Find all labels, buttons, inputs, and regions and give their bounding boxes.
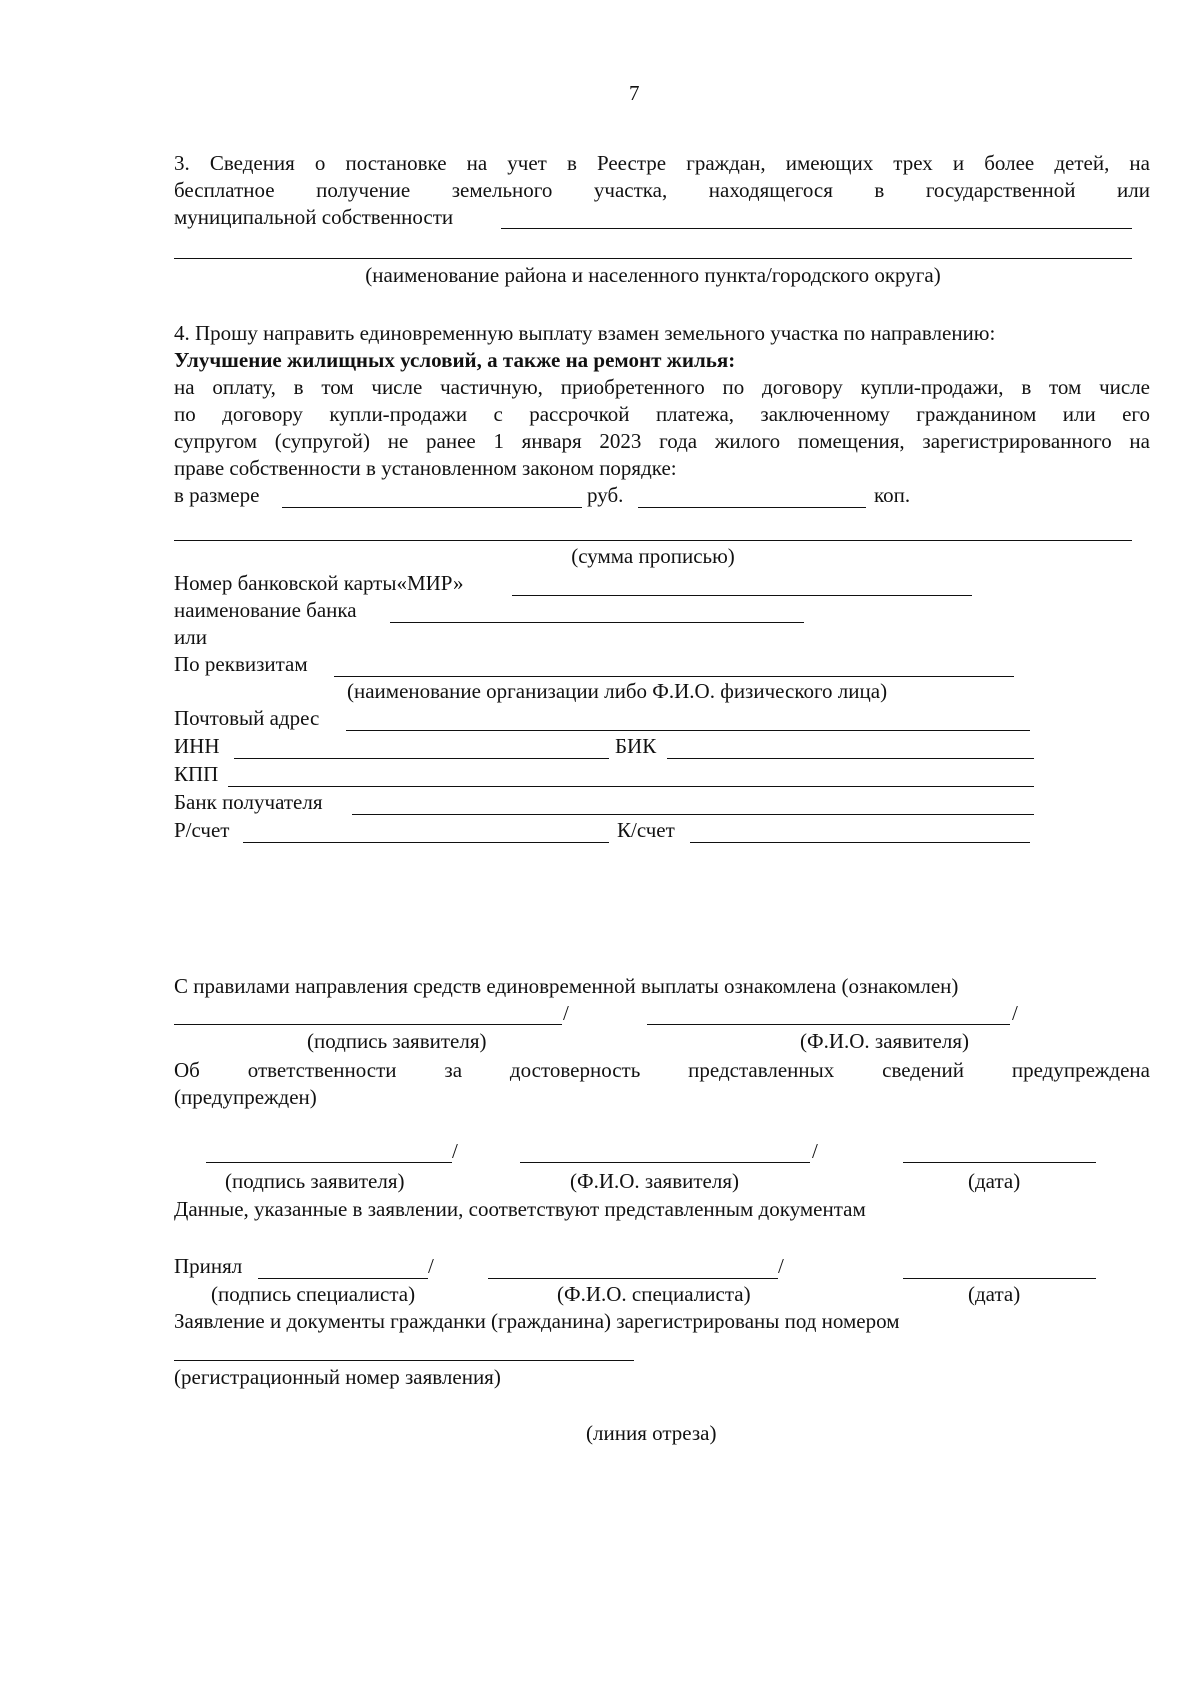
amount-rub-field[interactable] xyxy=(282,507,582,508)
specialist-sign-caption: (подпись специалиста) xyxy=(211,1282,416,1306)
district-locality-field[interactable] xyxy=(174,258,1132,259)
postal-address-label: Почтовый адрес xyxy=(174,706,320,730)
section3-line1: 3. Сведения о постановке на учет в Реестре граждан, имеющих трех и более детей, на xyxy=(174,151,1150,175)
registration-text: Заявление и документы гражданки (гражданина) зарегистрированы под номером xyxy=(174,1309,900,1333)
registration-number-field[interactable] xyxy=(174,1360,634,1361)
municipal-property-field[interactable] xyxy=(501,228,1132,229)
or-label: или xyxy=(174,625,207,649)
requisites-caption: (наименование организации либо Ф.И.О. физического лица) xyxy=(347,679,888,703)
accepted-slash-1: / xyxy=(428,1254,434,1278)
section3-line3: муниципальной собственности xyxy=(174,205,454,229)
ack-slash-2: / xyxy=(1012,1001,1018,1025)
corr-account-field[interactable] xyxy=(690,842,1030,843)
accepted-date-field[interactable] xyxy=(903,1278,1096,1279)
amount-in-words-caption: (сумма прописью) xyxy=(571,544,735,568)
section4-p2: по договору купли-продажи с рассрочкой платежа, заключенному гражданином или его xyxy=(174,402,1150,426)
ack-text: С правилами направления средств единовременной выплаты ознакомлена (ознакомлен) xyxy=(174,974,959,998)
kop-label: коп. xyxy=(874,483,911,507)
specialist-name-caption: (Ф.И.О. специалиста) xyxy=(557,1282,751,1306)
resp-sign-caption: (подпись заявителя) xyxy=(225,1169,405,1193)
resp-slash-2: / xyxy=(812,1139,818,1163)
resp-name-field[interactable] xyxy=(520,1162,810,1163)
amount-kop-field[interactable] xyxy=(638,507,866,508)
inn-label: ИНН xyxy=(174,734,220,758)
kpp-field[interactable] xyxy=(228,786,1034,787)
ack-signature-field[interactable] xyxy=(174,1024,562,1025)
section4-p1: на оплату, в том числе частичную, приобретенного по договору купли-продажи, в том числе xyxy=(174,375,1150,399)
ack-name-caption: (Ф.И.О. заявителя) xyxy=(800,1029,969,1053)
card-number-label: Номер банковской карты«МИР» xyxy=(174,571,464,595)
amount-label: в размере xyxy=(174,483,260,507)
responsibility-line1: Об ответственности за достоверность представленных сведений предупреждена xyxy=(174,1058,1150,1082)
specialist-name-field[interactable] xyxy=(488,1278,778,1279)
matching-text: Данные, указанные в заявлении, соответствуют представленным документам xyxy=(174,1197,866,1221)
specialist-signature-field[interactable] xyxy=(258,1278,428,1279)
section4-p3: супругом (супругой) не ранее 1 января 2023 года жилого помещения, зарегистрированного на xyxy=(174,429,1150,453)
postal-address-field[interactable] xyxy=(346,730,1030,731)
bank-name-field[interactable] xyxy=(390,622,804,623)
bik-label: БИК xyxy=(615,734,657,758)
accepted-date-caption: (дата) xyxy=(968,1282,1021,1306)
registration-caption: (регистрационный номер заявления) xyxy=(174,1365,501,1389)
district-locality-caption: (наименование района и населенного пункта/городского округа) xyxy=(365,263,941,287)
amount-in-words-field[interactable] xyxy=(174,540,1132,541)
resp-name-caption: (Ф.И.О. заявителя) xyxy=(570,1169,739,1193)
resp-slash-1: / xyxy=(452,1139,458,1163)
resp-date-field[interactable] xyxy=(903,1162,1096,1163)
resp-date-caption: (дата) xyxy=(968,1169,1021,1193)
section4-line1: 4. Прошу направить единовременную выплату взамен земельного участка по направлению: xyxy=(174,321,996,345)
kpp-label: КПП xyxy=(174,762,219,786)
responsibility-line2: (предупрежден) xyxy=(174,1085,317,1109)
section4-p4: праве собственности в установленном законом порядке: xyxy=(174,456,677,480)
recipient-bank-label: Банк получателя xyxy=(174,790,323,814)
corr-account-label: К/счет xyxy=(617,818,675,842)
cut-line-caption: (линия отреза) xyxy=(586,1421,717,1445)
rub-label: руб. xyxy=(587,483,624,507)
ack-sign-caption: (подпись заявителя) xyxy=(307,1029,487,1053)
section3-line2: бесплатное получение земельного участка, находящегося в государственной или xyxy=(174,178,1150,202)
bik-field[interactable] xyxy=(667,758,1034,759)
section4-heading: Улучшение жилищных условий, а также на ремонт жилья: xyxy=(174,348,736,372)
account-field[interactable] xyxy=(243,842,609,843)
recipient-bank-field[interactable] xyxy=(352,814,1034,815)
ack-slash-1: / xyxy=(563,1001,569,1025)
accepted-label: Принял xyxy=(174,1254,243,1278)
card-number-field[interactable] xyxy=(512,595,972,596)
inn-field[interactable] xyxy=(234,758,609,759)
page-number: 7 xyxy=(629,81,640,105)
requisites-label: По реквизитам xyxy=(174,652,308,676)
account-label: Р/счет xyxy=(174,818,230,842)
accepted-slash-2: / xyxy=(778,1254,784,1278)
resp-signature-field[interactable] xyxy=(206,1162,452,1163)
bank-name-label: наименование банка xyxy=(174,598,357,622)
ack-name-field[interactable] xyxy=(647,1024,1010,1025)
requisites-field[interactable] xyxy=(334,676,1014,677)
